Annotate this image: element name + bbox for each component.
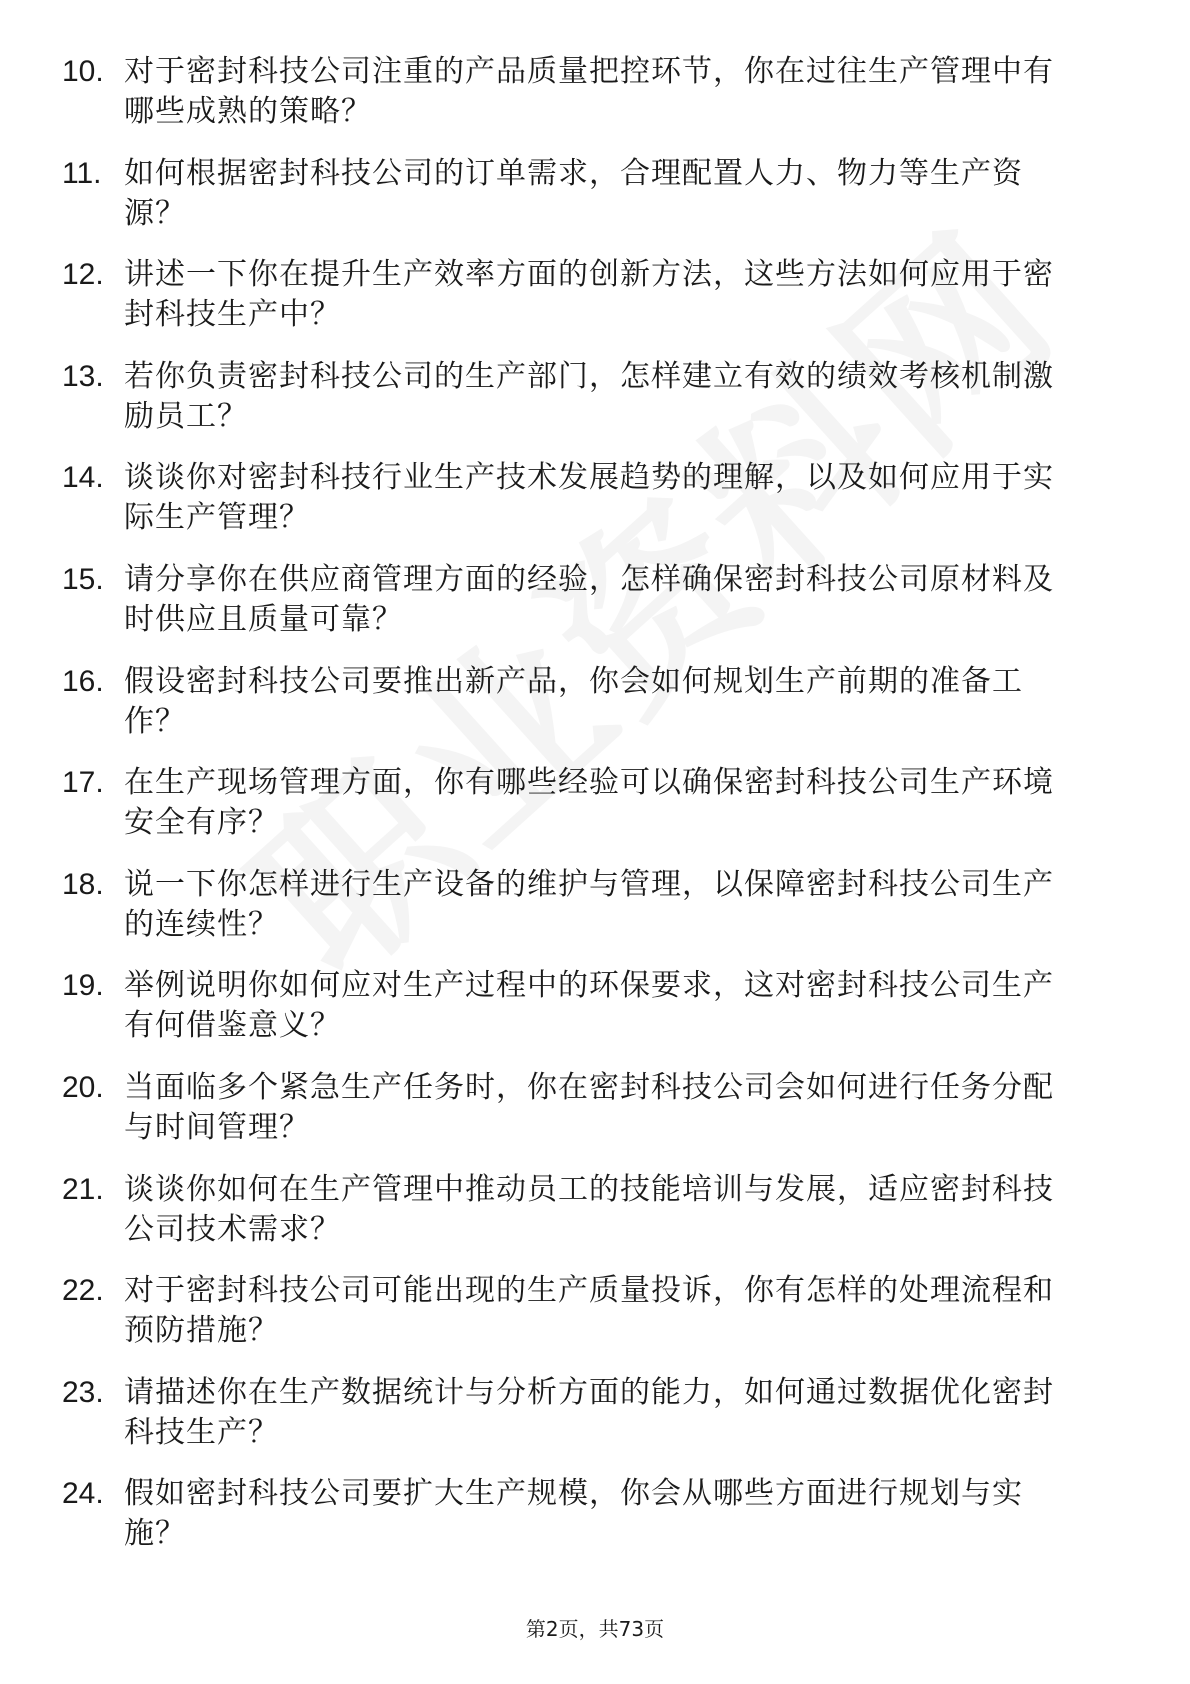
question-list <box>62 52 1142 1576</box>
question-text: 在生产现场管理方面，你有哪些经验可以确保密封科技公司生产环境安全有序？ <box>124 765 1054 841</box>
question-number: 19. <box>62 969 104 1003</box>
question-number: 11. <box>62 156 102 190</box>
question-number: 20. <box>62 1070 104 1104</box>
question-text: 若你负责密封科技公司的生产部门，怎样建立有效的绩效考核机制激励员工？ <box>124 358 1054 434</box>
question-text: 谈谈你对密封科技行业生产技术发展趋势的理解，以及如何应用于实际生产管理？ <box>124 460 1054 536</box>
question-item <box>62 52 1142 154</box>
question-item <box>62 1271 1142 1373</box>
question-item <box>62 1373 1142 1475</box>
question-item <box>62 763 1142 865</box>
question-text: 说一下你怎样进行生产设备的维护与管理，以保障密封科技公司生产的连续性？ <box>124 866 1054 942</box>
question-number: 13. <box>62 359 104 393</box>
question-item <box>62 255 1142 357</box>
question-number: 24. <box>62 1477 104 1511</box>
question-number: 23. <box>62 1375 104 1409</box>
question-item <box>62 966 1142 1068</box>
question-item <box>62 865 1142 967</box>
question-number: 17. <box>62 766 104 800</box>
question-text: 假设密封科技公司要推出新产品，你会如何规划生产前期的准备工作？ <box>124 663 1023 739</box>
question-text: 对于密封科技公司注重的产品质量把控环节，你在过往生产管理中有哪些成熟的策略？ <box>124 54 1054 129</box>
question-item <box>62 1474 1142 1576</box>
question-number: 15. <box>62 562 104 596</box>
question-number: 14. <box>62 461 104 495</box>
question-text: 谈谈你如何在生产管理中推动员工的技能培训与发展，适应密封科技公司技术需求？ <box>124 1171 1054 1247</box>
question-text: 如何根据密封科技公司的订单需求，合理配置人力、物力等生产资源？ <box>124 155 1023 231</box>
question-number: 21. <box>62 1172 104 1206</box>
question-text: 当面临多个紧急生产任务时，你在密封科技公司会如何进行任务分配与时间管理？ <box>124 1069 1054 1145</box>
question-text: 请描述你在生产数据统计与分析方面的能力，如何通过数据优化密封科技生产？ <box>124 1374 1054 1450</box>
page-footer: 第2页，共73页 <box>525 1617 665 1641</box>
question-item <box>62 458 1142 560</box>
question-item <box>62 357 1142 459</box>
question-text: 对于密封科技公司可能出现的生产质量投诉，你有怎样的处理流程和预防措施？ <box>124 1273 1054 1349</box>
question-text: 讲述一下你在提升生产效率方面的创新方法，这些方法如何应用于密封科技生产中？ <box>124 257 1054 333</box>
question-number: 10. <box>62 55 104 88</box>
question-item <box>62 1170 1142 1272</box>
question-item <box>62 154 1142 256</box>
question-number: 18. <box>62 867 104 901</box>
question-number: 16. <box>62 664 104 698</box>
question-text: 请分享你在供应商管理方面的经验，怎样确保密封科技公司原材料及时供应且质量可靠？ <box>124 561 1054 637</box>
question-number: 12. <box>62 258 104 292</box>
question-number: 22. <box>62 1274 104 1308</box>
question-text: 举例说明你如何应对生产过程中的环保要求，这对密封科技公司生产有何借鉴意义？ <box>124 968 1054 1044</box>
question-item <box>62 662 1142 764</box>
question-text: 假如密封科技公司要扩大生产规模，你会从哪些方面进行规划与实施？ <box>124 1476 1023 1552</box>
question-item <box>62 560 1142 662</box>
question-item <box>62 1068 1142 1170</box>
